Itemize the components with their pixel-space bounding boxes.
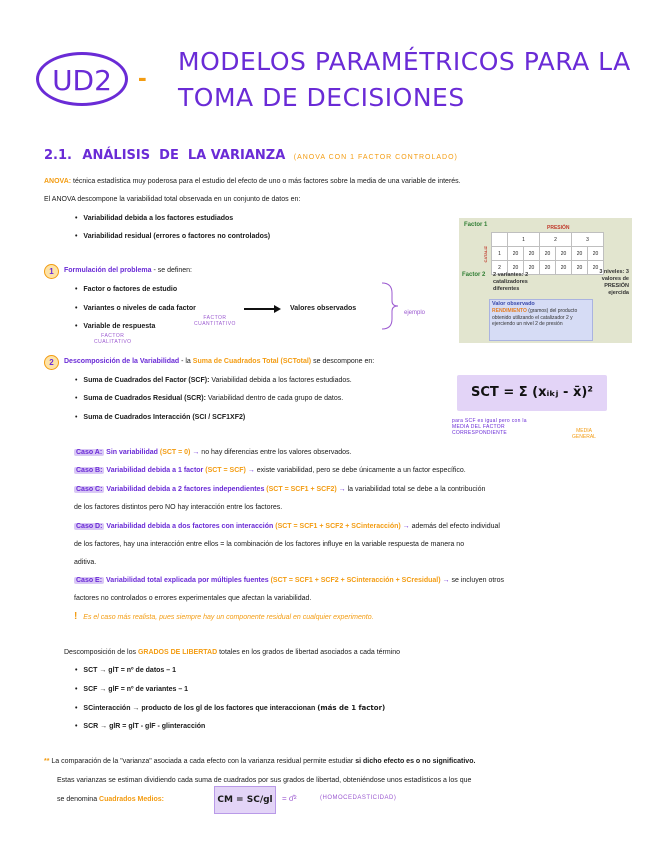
point-2-number: 2: [44, 355, 59, 370]
point-2-sct: Suma de Cuadrados Total (SCTotal): [192, 358, 312, 365]
caso-c-text: la variabilidad total se debe a la contribución: [345, 486, 486, 493]
caso-d-bold: Variabilidad debida a dos factores con interacción: [106, 523, 274, 530]
footer-line-3: [57, 795, 164, 805]
caso-b-eq: (SCT = SCF): [205, 467, 246, 474]
caso-d-text: además del efecto individual: [409, 523, 500, 530]
p2-bullet-1-text: Variabilidad debida a los factores estudiados.: [209, 377, 352, 384]
unit-badge-text: UD2: [52, 64, 112, 97]
point-2-rest: se descompone en:: [311, 358, 375, 365]
decomp-text: El ANOVA descompone la variabilidad total observada en un conjunto de datos en:: [44, 196, 301, 203]
title-dash: -: [138, 62, 147, 92]
p1-bullet-2-text: Variantes o niveles de cada factor: [83, 305, 196, 312]
gl-hand-note: (más de 1 factor): [317, 704, 386, 712]
gl-item-1-text: SCT → glT = nº de datos – 1: [83, 667, 177, 674]
valor-observado-box: [489, 299, 593, 341]
response-note-a: FACTOR: [101, 333, 125, 339]
p2-bullet-1: • Suma de Cuadrados del Factor (SCF): Variabilidad debida a los factores estudiados.: [75, 377, 352, 384]
caso-d: Caso D: Variabilidad debida a dos factores con interacción (SCT = SCF1 + SCF2 + SCinteracción) → además del efecto individual: [76, 523, 500, 530]
table-row: [492, 247, 604, 261]
footer-line-3-text: se denomina: [57, 796, 100, 803]
cm-formula: CM = SC/gl: [217, 795, 273, 805]
rendimiento-rest: (gramos) del producto obtenido utilizando el catalizador 2 y ejerciendo un nivel 2 de presión: [492, 308, 578, 327]
intro-bullet-1: • Variabilidad debida a los factores estudiados: [75, 215, 234, 222]
table-row: [492, 233, 604, 247]
caso-b-bold: Variabilidad debida a 1 factor: [106, 467, 204, 474]
gl-item-3: • SCinteracción → producto de los gl de los factores que interaccionan (más de 1 factor): [75, 704, 386, 712]
table-cell: 20: [572, 261, 588, 275]
caso-d-cont-2: aditiva.: [74, 559, 97, 566]
caso-b: Caso B: Variabilidad debida a 1 factor (SCT = SCF) → existe variabilidad, pero se debe únicamente a un factor específico.: [76, 467, 466, 474]
footer-line-1b: si dicho efecto es o no significativo.: [355, 758, 476, 765]
point-2-mid: - la: [179, 358, 193, 365]
footer-line-2: Estas varianzas se estiman dividiendo cada suma de cuadrados por sus grados de libertad, obteniéndose unos estadísticos a los que: [57, 777, 472, 784]
page-title: [178, 44, 631, 116]
p1-bullet-1-text: Factor o factores de estudio: [83, 286, 178, 293]
p2-bullet-2: • Suma de Cuadrados Residual (SCR): Variabilidad dentro de cada grupo de datos.: [75, 395, 344, 402]
gl-item-4-text: SCR → glR = glT - glF - glinteracción: [83, 723, 206, 730]
gl-intro-a: Descomposición de los: [64, 649, 138, 656]
table-cell: 1: [508, 233, 540, 247]
table-cell: 2: [492, 261, 508, 275]
table-cell: 20: [540, 247, 556, 261]
page-title-line1: MODELOS PARAMÉTRICOS PARA LA: [178, 47, 631, 76]
caso-c-bold: Variabilidad debida a 2 factores independientes: [106, 486, 265, 493]
factor-note-a: FACTOR: [203, 315, 227, 321]
table-cell: 20: [556, 261, 572, 275]
sct-formula: SCT = Σ (xᵢₖⱼ - x̄)²: [471, 385, 593, 400]
caso-a-eq: (SCT = 0): [159, 449, 191, 456]
caso-a-text: no hay diferencias entre los valores observados.: [199, 449, 352, 456]
caso-c: Caso C: Variabilidad debida a 2 factores independientes (SCT = SCF1 + SCF2) → la variabilidad total se debe a la contribución: [76, 486, 486, 493]
homocedasticidad: (HOMOCEDASTICIDAD): [320, 795, 397, 801]
caso-note-text: Es el caso más realista, pues siempre hay un componente residual en cualquier experimento.: [83, 614, 374, 621]
caso-d-eq: (SCT = SCF1 + SCF2 + SCinteracción): [275, 523, 401, 530]
table-cell: 20: [588, 261, 604, 275]
gl-item-2: • SCF → glF = nº de variantes – 1: [75, 686, 189, 693]
p2-bullet-1-bold: Suma de Cuadrados del Factor (SCF):: [83, 377, 210, 384]
factor-note-b: CUANTITATIVO: [194, 321, 236, 327]
table-cell: 3: [572, 233, 604, 247]
caso-b-label: Caso B:: [76, 467, 103, 474]
factor-note: [194, 315, 236, 327]
response-note-b: CUALITATIVO: [94, 339, 132, 345]
variantes-text: 2 variantes: 2 catalizadores diferentes: [493, 272, 529, 292]
section-subtitle: (ANOVA CON 1 FACTOR CONTROLADO): [293, 154, 458, 161]
sct-formula-box: [457, 375, 607, 411]
footer-line-1: [44, 757, 475, 767]
table-cell: 20: [556, 247, 572, 261]
gl-item-4: • SCR → glR = glT - glF - glinteracción: [75, 723, 206, 730]
point-2-heading: [64, 357, 374, 367]
point-1-rest: - se definen:: [151, 267, 192, 274]
rendimiento-text: [490, 308, 592, 328]
caso-e: Caso E: Variabilidad total explicada por múltiples fuentes (SCT = SCF1 + SCF2 + SCinteracción + SCresidual) → se incluyen otros: [76, 577, 505, 584]
anova-label: ANOVA:: [44, 178, 72, 185]
caso-b-text: existe variabilidad, pero se debe únicamente a un factor específico.: [254, 467, 466, 474]
valor-observado-label: Valor observado: [492, 301, 535, 307]
caso-e-bold: Variabilidad total explicada por múltiples fuentes: [106, 577, 269, 584]
gl-intro-c: totales en los grados de libertad asociados a cada término: [217, 649, 401, 656]
intro-bullet-2: • Variabilidad residual (errores o factores no controlados): [75, 233, 271, 240]
section-heading: [44, 146, 458, 164]
catalizador-label: CATALIZ: [483, 246, 488, 263]
table-cell: 20: [508, 247, 524, 261]
table-cell: 20: [588, 247, 604, 261]
section-number: 2.1.: [44, 148, 72, 163]
caso-d-cont-1: de los factores, hay una interacción entre ellos = la combinación de los factores influye en la variable respuesta de manera no: [74, 541, 465, 548]
p2-bullet-3-bold: Suma de Cuadrados Interacción (SCI / SCF1XF2): [83, 414, 246, 421]
ejemplo-label: ejemplo: [404, 310, 426, 316]
p2-bullet-2-text: Variabilidad dentro de cada grupo de datos.: [205, 395, 344, 402]
exclamation-icon: !: [74, 611, 78, 622]
caso-c-cont: de los factores distintos pero NO hay interacción entre los factores.: [74, 504, 283, 511]
point-1-number: 1: [44, 264, 59, 279]
valores-observados: Valores observados: [290, 305, 357, 312]
gl-intro: [64, 648, 400, 658]
caso-e-eq: (SCT = SCF1 + SCF2 + SCinteracción + SCresidual): [270, 577, 441, 584]
arrow-icon: [244, 304, 282, 314]
cuadrados-medios: Cuadrados Medios:: [99, 796, 164, 803]
footer-line-1a: La comparación de la "varianza" asociada a cada efecto con la varianza residual permite estudiar: [49, 758, 356, 765]
formula-note: para SCF es igual pero con la MEDIA DEL FACTOR CORRESPONDIENTE: [452, 418, 527, 436]
caso-a-label: Caso A:: [76, 449, 103, 456]
unit-badge: [36, 52, 128, 106]
p1-bullet-1: • Factor o factores de estudio: [75, 286, 178, 293]
caso-note: [74, 612, 374, 623]
gl-intro-b: GRADOS DE LIBERTAD: [137, 649, 218, 656]
footer-stars: **: [44, 758, 50, 765]
p1-bullet-2: • Variantes o niveles de cada factor: [75, 305, 196, 312]
table-cell: [492, 233, 508, 247]
section-title: ANÁLISIS DE LA VARIANZA: [82, 148, 286, 163]
caso-e-text: se incluyen otros: [449, 577, 505, 584]
table-cell: 20: [524, 247, 540, 261]
table-cell: 1: [492, 247, 508, 261]
gl-item-1: • SCT → glT = nº de datos – 1: [75, 667, 177, 674]
point-2-title: Descomposición de la Variabilidad: [64, 358, 180, 365]
table-cell: 20: [508, 261, 524, 275]
caso-d-label: Caso D:: [76, 523, 103, 530]
caso-c-label: Caso C:: [76, 486, 103, 493]
table-cell: 20: [524, 261, 540, 275]
cm-equals: = σ̂²: [282, 794, 297, 803]
caso-e-label: Caso E:: [76, 577, 103, 584]
gl-item-3-text: SCinteracción → producto de los gl de los factores que interaccionan: [83, 705, 316, 712]
p1-bullet-3-text: Variable de respuesta: [83, 323, 156, 330]
brace-icon: [380, 281, 400, 331]
p1-bullet-3: • Variable de respuesta: [75, 323, 156, 330]
anova-text: técnica estadística muy poderosa para el estudio del efecto de uno o más factores sobre la media de una variable de interés.: [73, 178, 461, 185]
point-1-title: Formulación del problema: [64, 267, 152, 274]
page-title-line2: TOMA DE DECISIONES: [178, 83, 465, 112]
caso-c-eq: (SCT = SCF1 + SCF2): [266, 486, 337, 493]
cm-formula-box: [214, 786, 276, 814]
anova-definition: [44, 177, 634, 187]
factor1-label: Factor 1: [464, 222, 488, 228]
gl-item-2-text: SCF → glF = nº de variantes – 1: [83, 686, 189, 693]
table-cell: 20: [572, 247, 588, 261]
factor2-label: Factor 2: [462, 272, 486, 278]
intro-bullet-2-text: Variabilidad residual (errores o factores no controlados): [83, 233, 271, 240]
p2-bullet-2-bold: Suma de Cuadrados Residual (SCR):: [83, 395, 206, 402]
p2-bullet-3: • Suma de Cuadrados Interacción (SCI / SCF1XF2): [75, 414, 246, 421]
caso-a-bold: Sin variabilidad: [106, 449, 158, 456]
table-cell: 20: [540, 261, 556, 275]
example-box: [459, 218, 632, 343]
response-note: [94, 333, 132, 345]
niveles-text: 3 niveles: 3 valores de PRESIÓN ejercida: [599, 269, 629, 296]
rendimiento-label: RENDIMIENTO: [492, 308, 527, 314]
point-1-heading: [64, 266, 192, 276]
intro-bullet-1-text: Variabilidad debida a los factores estudiados: [83, 215, 234, 222]
media-general-note: MEDIA GENERAL: [572, 428, 596, 440]
caso-a: Caso A: Sin variabilidad (SCT = 0) → no hay diferencias entre los valores observados.: [76, 449, 352, 456]
caso-e-cont: factores no controlados o errores experimentales que afectan la variabilidad.: [74, 595, 312, 602]
presion-label: PRESIÓN: [547, 225, 570, 231]
table-cell: 2: [540, 233, 572, 247]
